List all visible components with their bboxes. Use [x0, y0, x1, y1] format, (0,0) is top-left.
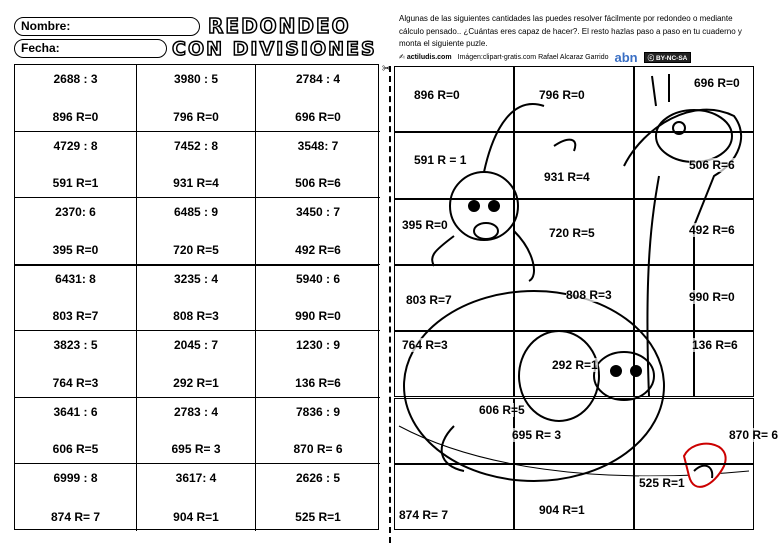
division-operation: 4729 : 8	[53, 138, 98, 153]
division-result: 904 R=1	[173, 509, 219, 524]
credits-bar	[399, 50, 761, 64]
puzzle-piece-label: 803 R=7	[406, 293, 452, 307]
date-label: Fecha:	[21, 41, 60, 55]
puzzle-piece-label: 136 R=6	[692, 338, 738, 352]
puzzle-piece-label: 695 R= 3	[512, 428, 562, 442]
puzzle-piece-label: 492 R=6	[689, 223, 735, 237]
division-operation: 3235 : 4	[173, 271, 219, 286]
division-result: 696 R=0	[295, 109, 341, 124]
puzzle-piece-label: 896 R=0	[414, 88, 460, 102]
puzzle-piece-label: 525 R=1	[639, 476, 685, 490]
operation-cell	[15, 464, 137, 531]
title-line-2: CON DIVISIONES	[172, 38, 377, 60]
puzzle-piece-label: 292 R=1	[552, 358, 598, 372]
name-label: Nombre:	[21, 19, 71, 33]
operation-cell	[15, 65, 137, 132]
cut-line	[389, 66, 391, 543]
division-operation: 2626 : 5	[295, 471, 341, 486]
image-credit: Imágen:clipart-gratis.com Rafael Alcaraz Garrido	[457, 53, 609, 61]
division-operation: 2784 : 4	[295, 72, 341, 86]
date-field[interactable]	[14, 39, 167, 58]
operation-cell	[15, 132, 137, 199]
puzzle-piece-label: 764 R=3	[402, 338, 448, 352]
division-operation: 6485 : 9	[173, 205, 219, 220]
title-line-1: REDONDEO	[208, 14, 351, 38]
operation-cell	[15, 331, 137, 398]
division-operation: 6999 : 8	[53, 471, 98, 486]
puzzle-piece-label: 696 R=0	[694, 76, 740, 90]
operation-cell	[15, 265, 137, 332]
operation-cell	[137, 265, 256, 332]
division-result: 931 R=4	[173, 176, 219, 191]
division-result: 492 R=6	[295, 242, 341, 257]
puzzle-piece-label: 591 R = 1	[414, 153, 467, 167]
operations-grid	[14, 64, 379, 530]
puzzle-piece-label: 720 R=5	[549, 226, 595, 240]
division-result: 764 R=3	[52, 375, 99, 390]
division-operation: 6431: 8	[55, 271, 96, 286]
division-result: 896 R=0	[52, 109, 99, 124]
puzzle-board	[394, 66, 778, 530]
puzzle-piece-label: 796 R=0	[539, 88, 585, 102]
operation-cell	[137, 464, 256, 531]
division-operation: 2370: 6	[55, 205, 96, 220]
grid-divider	[15, 264, 378, 266]
division-result: 796 R=0	[173, 109, 219, 124]
abn-logo: abn	[614, 49, 638, 65]
operation-cell	[137, 398, 256, 465]
division-operation: 3641 : 6	[53, 404, 98, 419]
division-result: 695 R= 3	[171, 442, 221, 457]
division-operation: 5940 : 6	[295, 271, 341, 286]
division-result: 808 R=3	[173, 309, 219, 324]
puzzle-piece-label: 874 R= 7	[399, 508, 449, 522]
division-operation: 1230 : 9	[295, 338, 341, 353]
actiludis-logo: ✍ actiludis.com	[399, 54, 452, 61]
division-result: 525 R=1	[295, 509, 341, 524]
puzzle-piece-label: 870 R= 6	[729, 428, 778, 442]
operation-cell	[256, 464, 380, 531]
puzzle-piece-label: 395 R=0	[402, 218, 448, 232]
puzzle-piece-label: 606 R=5	[479, 403, 525, 417]
division-result: 591 R=1	[52, 176, 99, 191]
division-result: 803 R=7	[52, 309, 99, 324]
division-operation: 3548: 7	[297, 138, 339, 153]
operation-cell	[256, 65, 380, 132]
division-operation: 7452 : 8	[173, 138, 219, 153]
division-operation: 3823 : 5	[53, 338, 98, 353]
division-operation: 2783 : 4	[173, 404, 219, 419]
division-operation: 2045 : 7	[173, 338, 219, 353]
operation-cell	[137, 331, 256, 398]
division-result: 870 R= 6	[293, 442, 343, 457]
division-result: 606 R=5	[52, 442, 99, 457]
division-result: 990 R=0	[295, 309, 341, 324]
operation-cell	[137, 132, 256, 199]
operation-cell	[256, 331, 380, 398]
puzzle-piece-label: 506 R=6	[689, 158, 735, 172]
operation-cell	[256, 198, 380, 265]
operation-cell	[256, 265, 380, 332]
name-field[interactable]	[14, 17, 200, 36]
scissors-icon: ✂	[382, 63, 392, 75]
puzzle-piece[interactable]	[514, 464, 634, 530]
division-operation: 2688 : 3	[53, 72, 98, 86]
puzzle-piece[interactable]	[634, 464, 754, 530]
puzzle-piece-label: 808 R=3	[566, 288, 612, 302]
division-result: 874 R= 7	[50, 509, 101, 524]
puzzle-piece-label: 990 R=0	[689, 290, 735, 304]
operation-cell	[256, 132, 380, 199]
instructions-text: Algunas de las siguientes cantidades las puedes resolver fácilmente por redondeo o mediante cálculo pensado.. ¿Cuántas eres capaz de hacer?. El resto hazlas paso a paso en tu cuaderno y monta el siguiente puzle.	[399, 14, 742, 48]
division-operation: 7836 : 9	[295, 404, 341, 419]
operation-cell	[137, 198, 256, 265]
division-operation: 3980 : 5	[173, 72, 219, 86]
operation-cell	[15, 198, 137, 265]
puzzle-piece-label: 931 R=4	[544, 170, 590, 184]
puzzle-piece[interactable]	[514, 132, 634, 198]
division-result: 395 R=0	[52, 242, 99, 257]
operation-cell	[256, 398, 380, 465]
division-result: 506 R=6	[295, 176, 341, 191]
puzzle-piece-label: 904 R=1	[539, 503, 585, 517]
operation-cell	[137, 65, 256, 132]
license-badge: ⓒ BY-NC-SA	[644, 52, 692, 63]
operation-cell	[15, 398, 137, 465]
division-operation: 3450 : 7	[295, 205, 341, 220]
division-result: 136 R=6	[295, 375, 341, 390]
division-result: 720 R=5	[173, 242, 219, 257]
division-result: 292 R=1	[173, 375, 219, 390]
division-operation: 3617: 4	[175, 471, 217, 486]
